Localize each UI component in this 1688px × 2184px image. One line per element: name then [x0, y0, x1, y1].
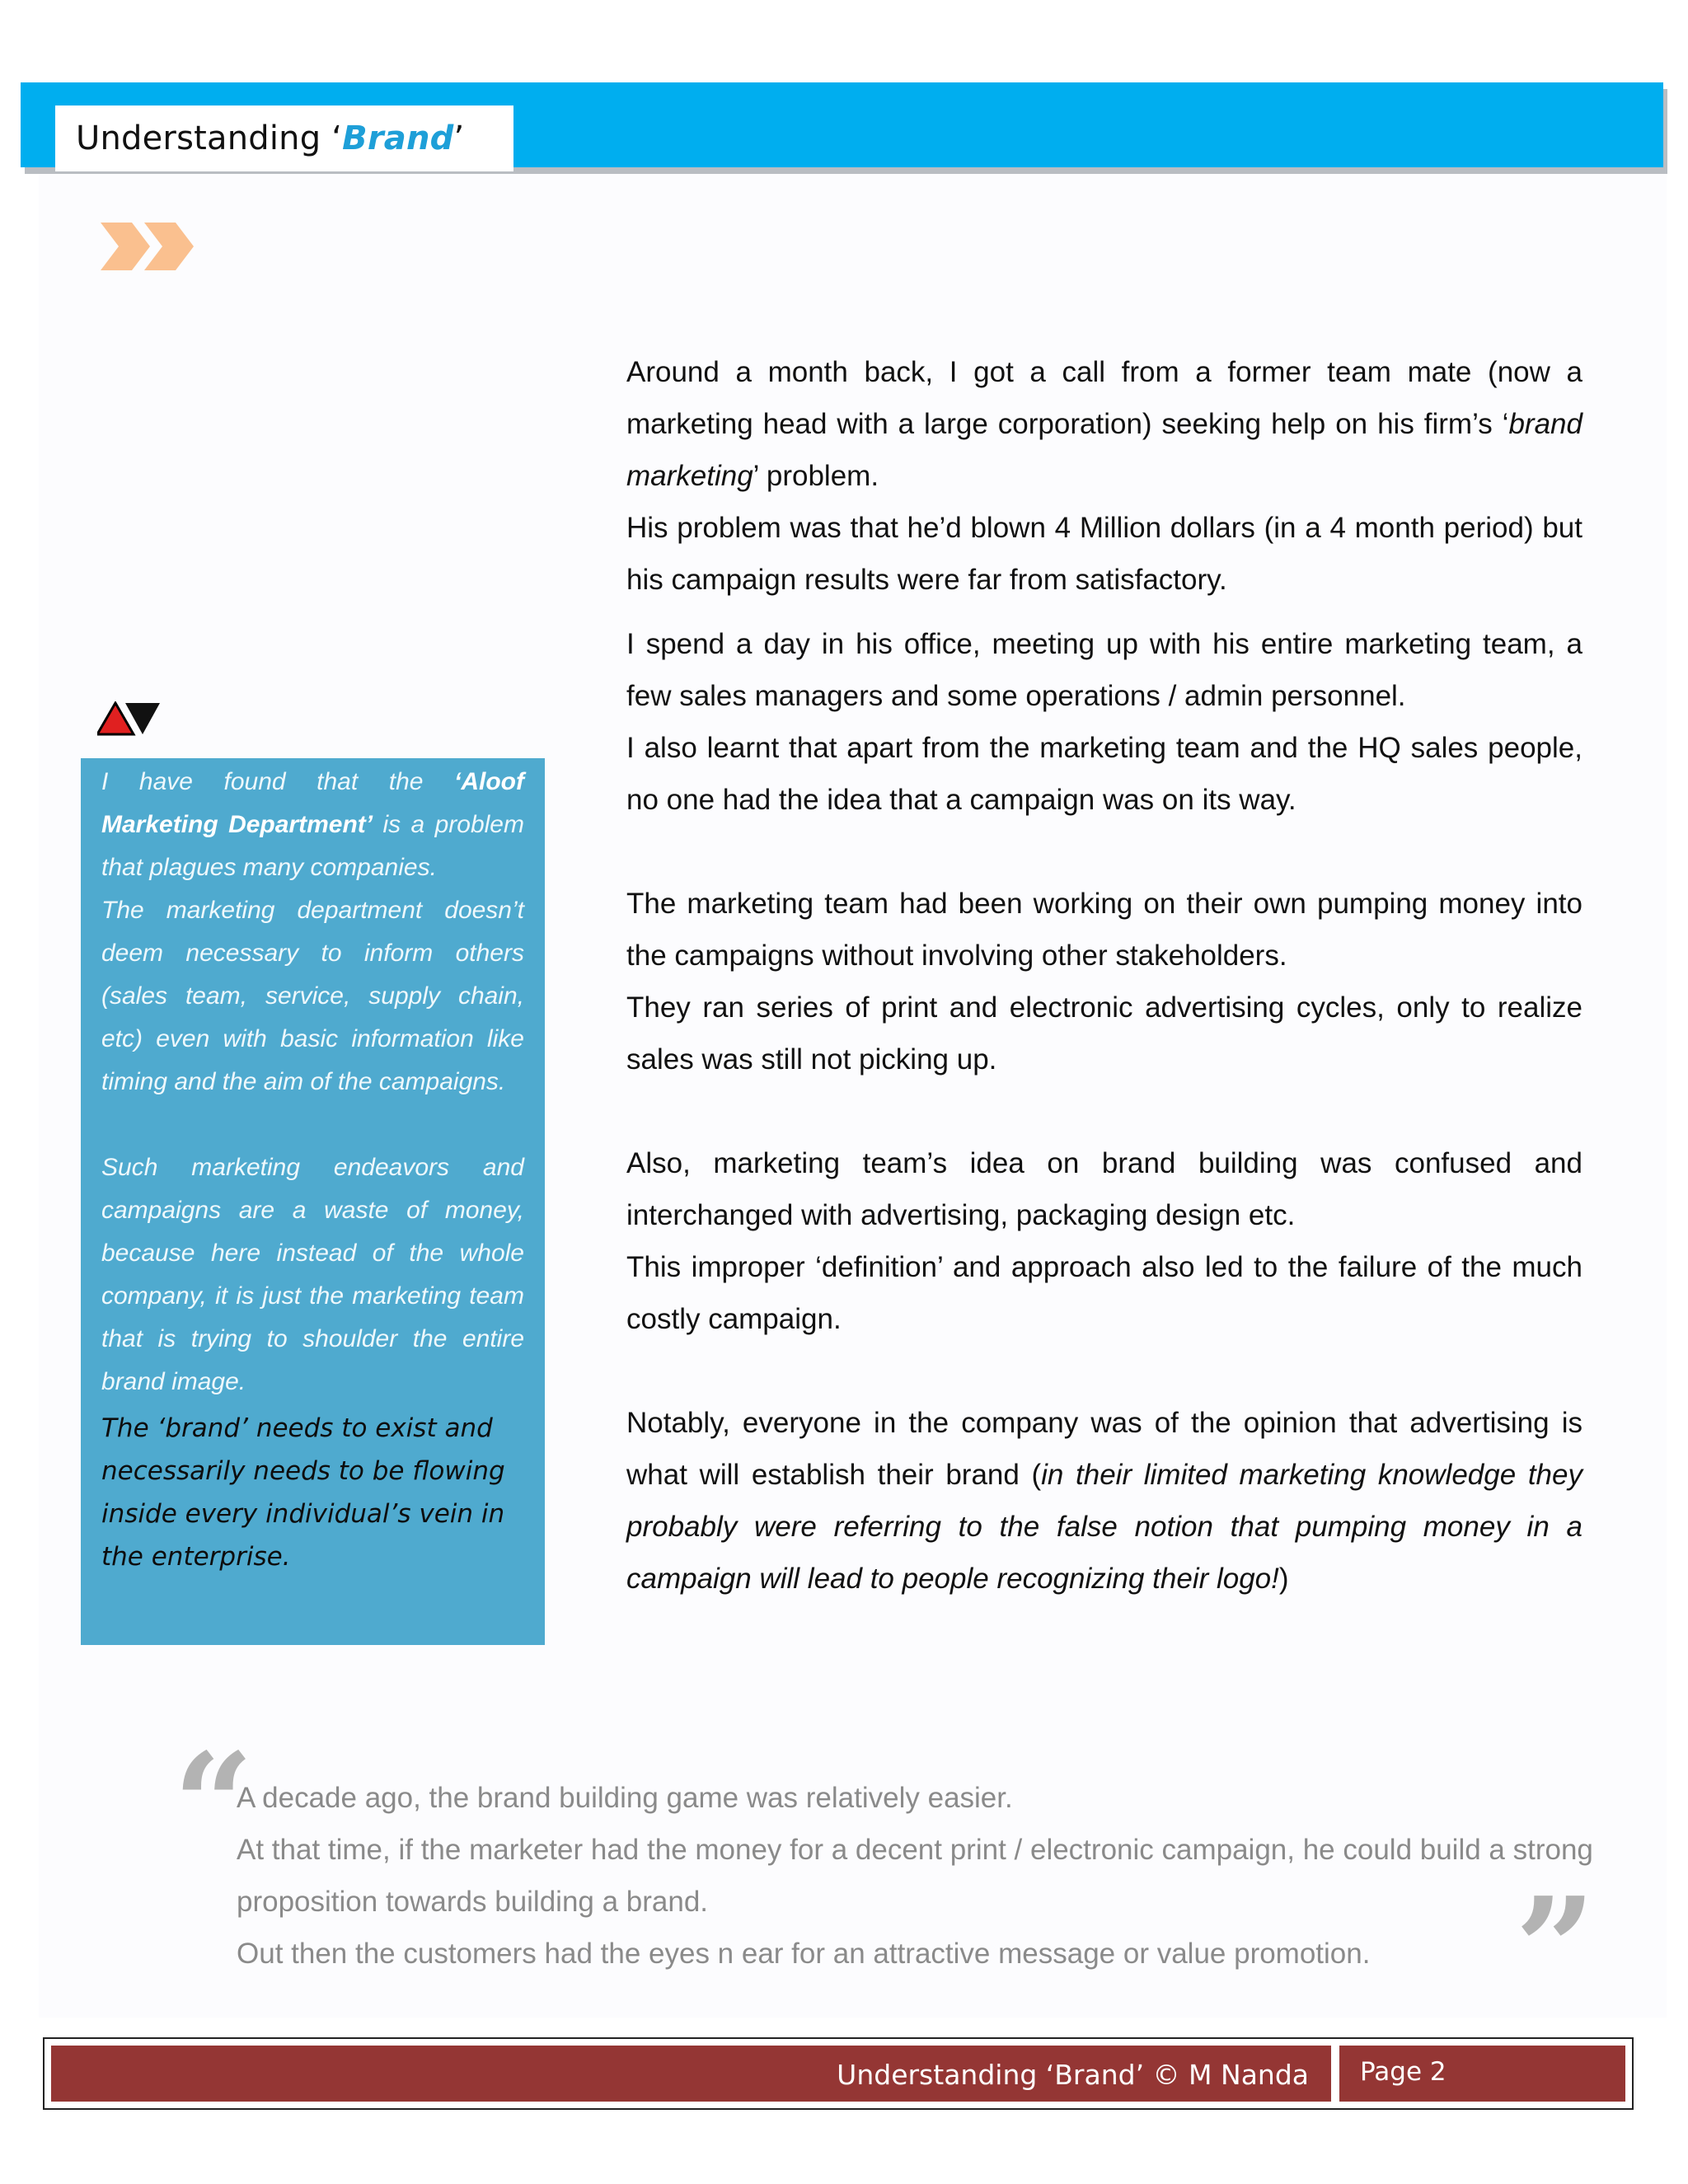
pull-quote: [237, 1772, 1597, 1980]
paragraph: Also, marketing team’s idea on brand building was confused and interchanged with advertising, packaging design etc.: [626, 1147, 1582, 1231]
text-run: ): [1278, 1563, 1289, 1595]
paragraph: I also learnt that apart from the marketing team and the HQ sales people, no one had the idea that a campaign was on its way.: [626, 732, 1582, 816]
footer-page-box: [1339, 2046, 1625, 2102]
sidebar-callout: [81, 758, 545, 1645]
text-run: Around a month back, I got a call from a former team mate (now a marketing head with a large corporation) seeking help on his firm’s ‘: [626, 356, 1582, 440]
footer-title-bar: [51, 2046, 1331, 2102]
main-text-column: [626, 346, 1582, 1605]
bold-run: ‘Aloof Marketing Department’: [101, 768, 524, 838]
italic-run: brand marketing: [626, 408, 1582, 492]
page-title: [76, 120, 464, 157]
close-quote-icon: ”: [1515, 1867, 1596, 2032]
footer-text: Understanding ‘Brand’ © M Nanda: [837, 2059, 1309, 2091]
sidebar-emphasis: The ‘brand’ needs to exist and necessarily needs to be flowing inside every individual’s vein in the enterprise.: [101, 1413, 505, 1572]
title-brand: Brand: [342, 120, 454, 157]
sidebar-paragraph: The marketing department doesn’t deem necessary to inform others (sales team, service, supply chain, etc) even with basic information like timing and the aim of the campaigns.: [101, 897, 524, 1095]
text-run: ’ problem.: [753, 460, 879, 492]
paragraph: They ran series of print and electronic advertising cycles, only to realize sales was still not picking up.: [626, 991, 1582, 1076]
triangle-pair-icon: [97, 701, 160, 736]
paragraph: This improper ‘definition’ and approach also led to the failure of the much costly campaign.: [626, 1251, 1582, 1335]
paragraph-conclusion: [626, 1397, 1582, 1605]
double-chevron-right-icon: [101, 223, 195, 270]
text-run: is a problem that plagues many companies.: [101, 811, 524, 881]
sidebar-paragraph: [101, 761, 524, 889]
open-quote-icon: “: [173, 1722, 254, 1887]
quote-line: Out then the customers had the eyes n ear for an attractive message or value promotion.: [237, 1938, 1371, 1970]
text-run: I have found that the: [101, 768, 455, 795]
italic-run: in their limited marketing knowledge they probably were referring to the false notion that pumping money in a campaign will lead to people recognizing their logo!: [626, 1459, 1582, 1595]
paragraph: His problem was that he’d blown 4 Million dollars (in a 4 month period) but his campaign results were far from satisfactory.: [626, 512, 1582, 596]
quote-line: A decade ago, the brand building game was relatively easier.: [237, 1782, 1013, 1814]
title-suffix: ’: [453, 120, 465, 157]
quote-line: At that time, if the marketer had the money for a decent print / electronic campaign, he could build a strong proposition towards building a brand.: [237, 1834, 1593, 1918]
text-run: Notably, everyone in the company was of the opinion that advertising is what will establish their brand (: [626, 1407, 1582, 1491]
paragraph: The marketing team had been working on their own pumping money into the campaigns without involving other stakeholders.: [626, 888, 1582, 972]
paragraph: I spend a day in his office, meeting up with his entire marketing team, a few sales managers and some operations / admin personnel.: [626, 628, 1582, 712]
page-number: Page 2: [1360, 2057, 1447, 2087]
title-prefix: Understanding ‘: [76, 120, 343, 157]
paragraph-intro: [626, 346, 1582, 502]
sidebar-paragraph: Such marketing endeavors and campaigns are a waste of money, because here instead of the whole company, it is just the marketing team that is trying to shoulder the entire brand image.: [101, 1154, 524, 1395]
